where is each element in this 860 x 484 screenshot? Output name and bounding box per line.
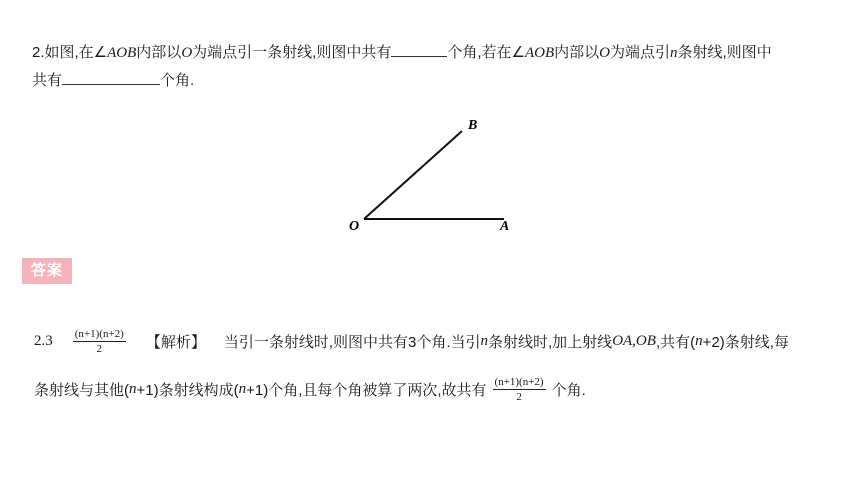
fraction-numerator: (n+1)(n+2) [74, 327, 124, 340]
variable-n: n [480, 332, 489, 349]
analysis-text: 条射线与其他( [34, 381, 129, 399]
question-text: 为端点引 [609, 44, 670, 61]
question-text: 个角. [160, 72, 195, 89]
fraction-numerator: (n+1)(n+2) [494, 375, 544, 388]
analysis-tag: 【解析】 [145, 333, 206, 351]
variable-n: n [129, 380, 137, 397]
analysis-text: ,共有( [655, 333, 696, 351]
question-text: 2.如图,在∠ [32, 44, 108, 61]
answer-value: 2.3 [34, 332, 53, 349]
analysis-text: +2)条射线,每 [702, 333, 789, 351]
angle-name: AOB [107, 45, 137, 61]
fraction-denominator: 2 [96, 342, 103, 355]
ray-names: OA,OB [612, 332, 656, 349]
answer-badge: 答案 [22, 258, 72, 284]
question-line-1 [32, 41, 772, 62]
question-text: 条射线,则图中 [677, 44, 772, 61]
angle-name: AOB [524, 45, 555, 61]
variable-n: n [695, 332, 703, 349]
answer-blank-1 [391, 44, 447, 57]
analysis-text: 当引一条射线时,则图中共有3个角.当引 [223, 333, 481, 351]
ray-ob [364, 131, 462, 219]
variable-n: n [238, 380, 247, 397]
fraction-denominator: 2 [516, 390, 522, 403]
question-text: 为端点引一条射线,则图中共有 [192, 44, 392, 61]
label-o: O [349, 219, 360, 234]
question-text: 共有 [32, 72, 63, 89]
analysis-text: 个角. [551, 381, 586, 399]
answer-line-2 [34, 372, 586, 406]
analysis-text: 条射线时,加上射线 [488, 333, 613, 351]
angle-figure [340, 110, 530, 240]
answer-fraction [493, 376, 546, 403]
question-text: 内部以 [554, 44, 600, 61]
question-line-2 [32, 69, 194, 90]
analysis-text: +1)个角,且每个角被算了两次,故共有 [246, 381, 487, 399]
question-text: 内部以 [136, 44, 182, 61]
point-name: O [599, 45, 610, 61]
point-name: O [181, 45, 193, 61]
answer-line-1 [34, 324, 789, 358]
answer-blank-2 [62, 72, 160, 85]
label-b: B [468, 118, 478, 133]
variable-n: n [670, 45, 678, 61]
answer-fraction [73, 328, 126, 355]
analysis-text: +1)条射线构成( [136, 381, 239, 399]
question-text: 个角,若在∠ [447, 44, 525, 61]
label-a: A [500, 219, 510, 234]
